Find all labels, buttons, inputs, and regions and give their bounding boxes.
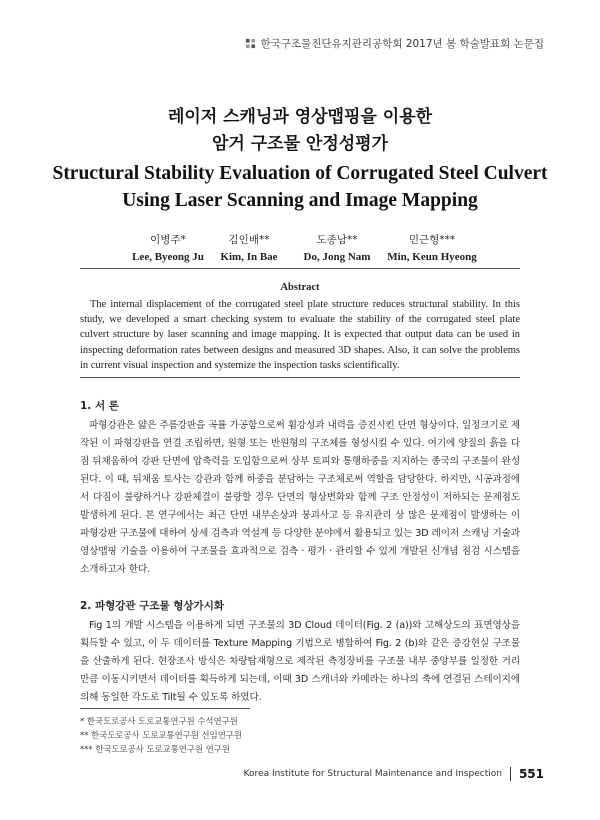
abstract-text: The internal displacement of the corrugated steel plate structure reduces structural stability. In this study, we developed a smart checking system to evaluate the stability of the corrugated steel plate culvert structure by laser scanning and image mapping. It is expected that output data can be used in inspecting deformation rates between designs and measured 3D shapes. Also, it can solve the problems in current visual inspection and systemize the inspection tasks scientifically. — [80, 299, 520, 371]
author-name-ko: 김인배** — [228, 234, 270, 246]
section-1-heading: 1. 서 론 — [80, 400, 119, 412]
author-name-ko: 이병주* — [150, 234, 186, 246]
page-footer — [244, 767, 544, 781]
english-title — [0, 160, 600, 214]
author-name-ko: 민근형*** — [408, 234, 456, 246]
author-name-ko: 도종남** — [316, 234, 358, 246]
divider-bottom — [80, 377, 520, 378]
journal-name: 한국구조물진단유지관리공학회 2017년 봄 학술발표회 논문집 — [260, 38, 544, 50]
footer-separator — [510, 767, 511, 781]
divider-top — [80, 268, 520, 269]
section-2-text: Fig 1의 개발 시스템을 이용하게 되면 구조물의 3D Cloud 데이터(Fig. 2 (a))와 고해상도의 표면영상을 획득할 수 있고, 이 두 데이터를 Texture Mapping 기법으로 병합하여 Fig. 2 (b)와 같은 증강현실 구조물을 산출하게 된다. 현장조사 방식은 차량탑재형으로 제작된 측정장비를 구조물 내부 중앙부를 일정한 거리만큼 이동시키면서 데이터를 획득하게 되는데, 이때 3D 스캐너와 카메라는 하나의 축에 연결된 스테이지에 의해 동일한 각도로 Tilt될 수 있도록 하였다. — [80, 620, 520, 703]
abstract-heading: Abstract — [280, 282, 320, 293]
footnotes — [80, 714, 242, 756]
section-1-text: 파형강관은 얇은 주름강판을 곡률 가공함으로써 휨강성과 내력을 증진시킨 단면 형상이다. 일정크기로 제작된 이 파형강판을 연결 조립하면, 원형 또는 반원형의 구조체를 형성시킬 수 있다. 여기에 양질의 흙을 다짐 뒤채움하여 강판 단면에 압축력을 도입함으로써 상부 토피와 통행하중을 지지하는 종국의 구조물이 완성된다. 이 때, 뒤채움 토사는 강관과 함께 하중을 분담하는 구조체로써 역할을 담당한다. 하지만, 시공과정에서 다짐이 불량하거나 강판체결이 불량할 경우 단면의 형상변화와 함께 구조 안정성이 저하되는 문제점도 발생하게 된다. 본 연구에서는 최근 단면 내부손상과 붕괴사고 등 유지관리 상 많은 문제점이 발생하는 이 파형강판 구조물에 대하여 상세 검측과 역설계 등 다양한 분야에서 활용되고 있는 3D 레이저 스캐닝 기술과 영상맵핑 기술을 이용하여 구조물을 효과적으로 검측 · 평가 · 관리할 수 있게 개발된 신개념 점검 시스템을 소개하고자 한다. — [80, 420, 520, 575]
journal-header — [245, 36, 544, 51]
author-2 — [212, 232, 286, 265]
english-title-line-1: Structural Stability Evaluation of Corrugated Steel Culvert — [52, 163, 548, 184]
korean-title-line-1: 레이저 스캐닝과 영상맵핑을 이용한 — [167, 107, 433, 127]
section-2-heading: 2. 파형강관 구조물 형상가시화 — [80, 600, 224, 612]
author-4 — [378, 232, 486, 265]
author-3 — [294, 232, 380, 265]
korean-title — [0, 104, 600, 158]
page-number: 551 — [518, 767, 544, 781]
korean-title-line-2: 암거 구조물 안정성평가 — [211, 134, 389, 154]
author-name-en: Lee, Byeong Ju — [132, 251, 204, 263]
institute-name: Korea Institute for Structural Maintenance and Inspection — [243, 769, 502, 779]
author-1 — [132, 232, 204, 265]
author-name-en: Kim, In Bae — [220, 251, 278, 263]
footnote-2: ** 한국도로공사 도로교통연구원 선임연구원 — [80, 730, 242, 740]
footnote-divider — [80, 708, 250, 709]
footnote-3: *** 한국도로공사 도로교통연구원 연구원 — [80, 744, 230, 754]
english-title-line-2: Using Laser Scanning and Image Mapping — [122, 190, 478, 211]
author-name-en: Do, Jong Nam — [303, 251, 371, 263]
footnote-1: * 한국도로공사 도로교통연구원 수석연구원 — [80, 716, 238, 726]
ornament-icon — [245, 38, 256, 49]
author-name-en: Min, Keun Hyeong — [387, 251, 477, 263]
